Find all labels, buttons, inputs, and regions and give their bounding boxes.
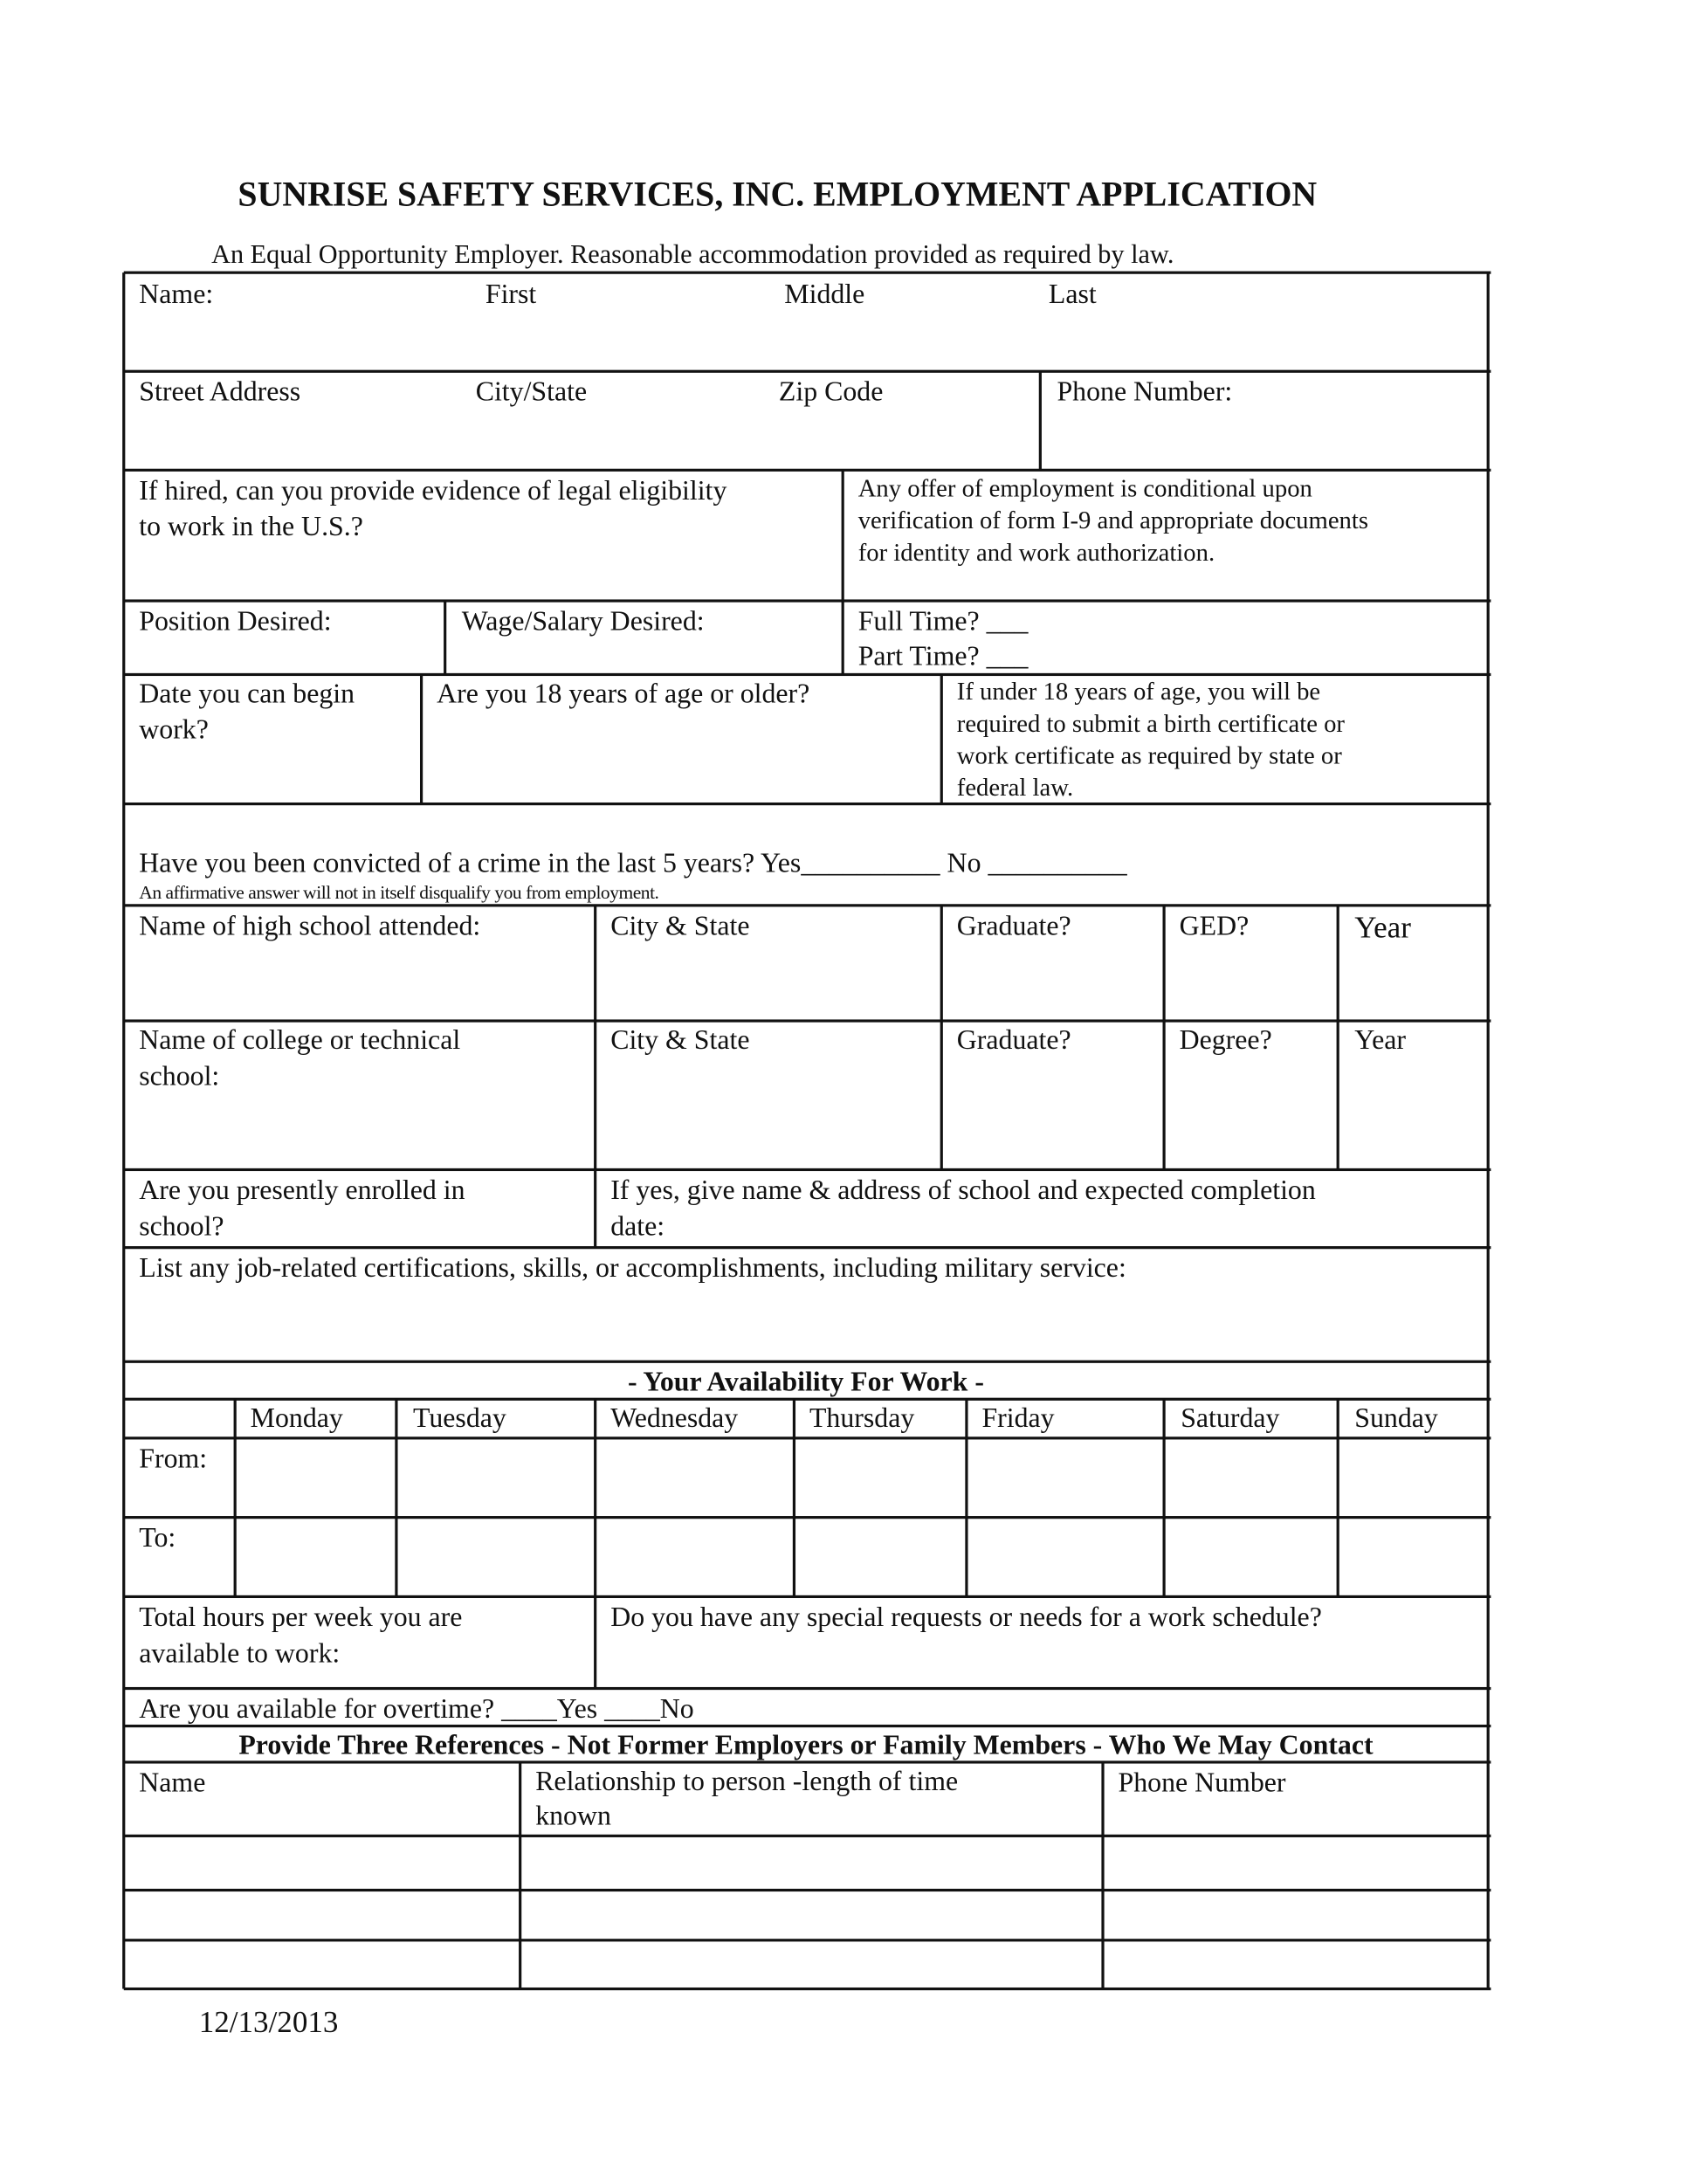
row-divider [124,1835,1491,1837]
row-divider [124,1361,1491,1363]
start-date-label: Date you can begin work? [139,679,355,746]
day-monday: Monday [250,1403,343,1435]
column-divider [966,1399,967,1596]
special-requests-label: Do you have any special requests or needs for a work schedule? [610,1602,1322,1633]
page-title: SUNRISE SAFETY SERVICES, INC. EMPLOYMENT APPLICATION [238,176,1318,215]
college-name-label: Name of college or technical school: [139,1024,461,1092]
row-divider [124,1595,1491,1598]
column-divider [940,906,942,1170]
row-divider [124,1687,1491,1690]
full-time-label: Full Time? ___ [857,606,1029,637]
column-divider [396,1399,397,1596]
column-divider [1039,371,1041,470]
crime-question: Have you been convicted of a crime in the last 5 years? Yes__________ No __________ [139,848,1127,879]
day-friday: Friday [981,1403,1055,1435]
row-divider [124,905,1491,907]
row-divider [124,1168,1491,1171]
row-divider [124,1939,1491,1942]
age-notice: If under 18 years of age, you will be required to submit a birth certificate or work certificate as required by state or federal law. [956,677,1345,802]
college-city-label: City & State [610,1024,750,1056]
high-school-name-label: Name of high school attended: [139,911,481,942]
i9-notice: Any offer of employment is conditional upon verification of form I-9 and appropriate documents for identity and work authorization. [857,474,1369,567]
column-divider [444,601,446,674]
high-school-year-label: Year [1354,909,1411,945]
middle-name-label: Middle [784,279,865,311]
column-divider [421,674,423,803]
row-divider [124,1246,1491,1249]
overtime-question: Are you available for overtime? ____Yes ____No [139,1693,694,1725]
footer-date: 12/13/2013 [198,2004,339,2039]
age-question: Are you 18 years of age or older? [437,679,810,710]
column-divider [793,1399,795,1596]
to-label: To: [139,1523,176,1554]
certifications-label: List any job-related certifications, skills, or accomplishments, including military service: [139,1253,1126,1285]
reference-phone-header: Phone Number [1118,1767,1286,1799]
column-divider [1337,1399,1339,1596]
row-divider [124,1516,1491,1519]
crime-note: An affirmative answer will not in itself disqualify you from employment. [139,881,659,903]
column-divider [842,470,844,674]
street-address-label: Street Address [139,376,301,408]
day-saturday: Saturday [1181,1403,1280,1435]
availability-title: - Your Availability For Work - [627,1367,984,1398]
day-sunday: Sunday [1354,1403,1438,1435]
row-divider [124,1988,1491,1990]
high-school-graduate-label: Graduate? [956,911,1071,942]
column-divider [1163,906,1165,1170]
enrolled-details-label: If yes, give name & address of school and expected completion date: [610,1175,1316,1243]
column-divider [1337,906,1339,1170]
city-state-label: City/State [475,376,588,408]
reference-name-header: Name [139,1767,206,1799]
from-label: From: [139,1443,208,1475]
subtitle: An Equal Opportunity Employer. Reasonable accommodation provided as required by law. [211,240,1174,270]
last-name-label: Last [1048,279,1097,311]
position-desired-label: Position Desired: [139,606,332,637]
column-divider [520,1762,521,1989]
enrolled-question: Are you presently enrolled in school? [139,1175,465,1243]
degree-label: Degree? [1179,1024,1272,1056]
day-thursday: Thursday [809,1403,915,1435]
reference-relationship-header: Relationship to person -length of time known [535,1766,959,1832]
column-divider [595,1399,596,1688]
day-tuesday: Tuesday [413,1403,506,1435]
wage-desired-label: Wage/Salary Desired: [461,606,705,637]
ged-label: GED? [1179,911,1250,942]
eligibility-question: If hired, can you provide evidence of legal eligibility to work in the U.S.? [139,475,727,543]
phone-number-label: Phone Number: [1057,376,1233,408]
column-divider [234,1399,236,1596]
row-divider [124,1437,1491,1440]
column-divider [1163,1399,1165,1596]
references-title: Provide Three References - Not Former Employers or Family Members - Who We May Contact [238,1730,1374,1761]
college-year-label: Year [1354,1024,1406,1056]
college-graduate-label: Graduate? [956,1024,1071,1056]
column-divider [940,674,942,803]
first-name-label: First [485,279,537,311]
row-divider [124,469,1491,472]
high-school-city-label: City & State [610,911,750,942]
row-divider [124,1889,1491,1891]
zip-code-label: Zip Code [778,376,884,408]
name-label: Name: [139,279,214,311]
column-divider [1102,1762,1104,1989]
column-divider [595,906,596,1248]
total-hours-label: Total hours per week you are available to work: [139,1602,463,1670]
part-time-label: Part Time? ___ [857,641,1029,672]
row-divider [124,370,1491,373]
day-wednesday: Wednesday [610,1403,739,1435]
row-divider [124,600,1491,603]
